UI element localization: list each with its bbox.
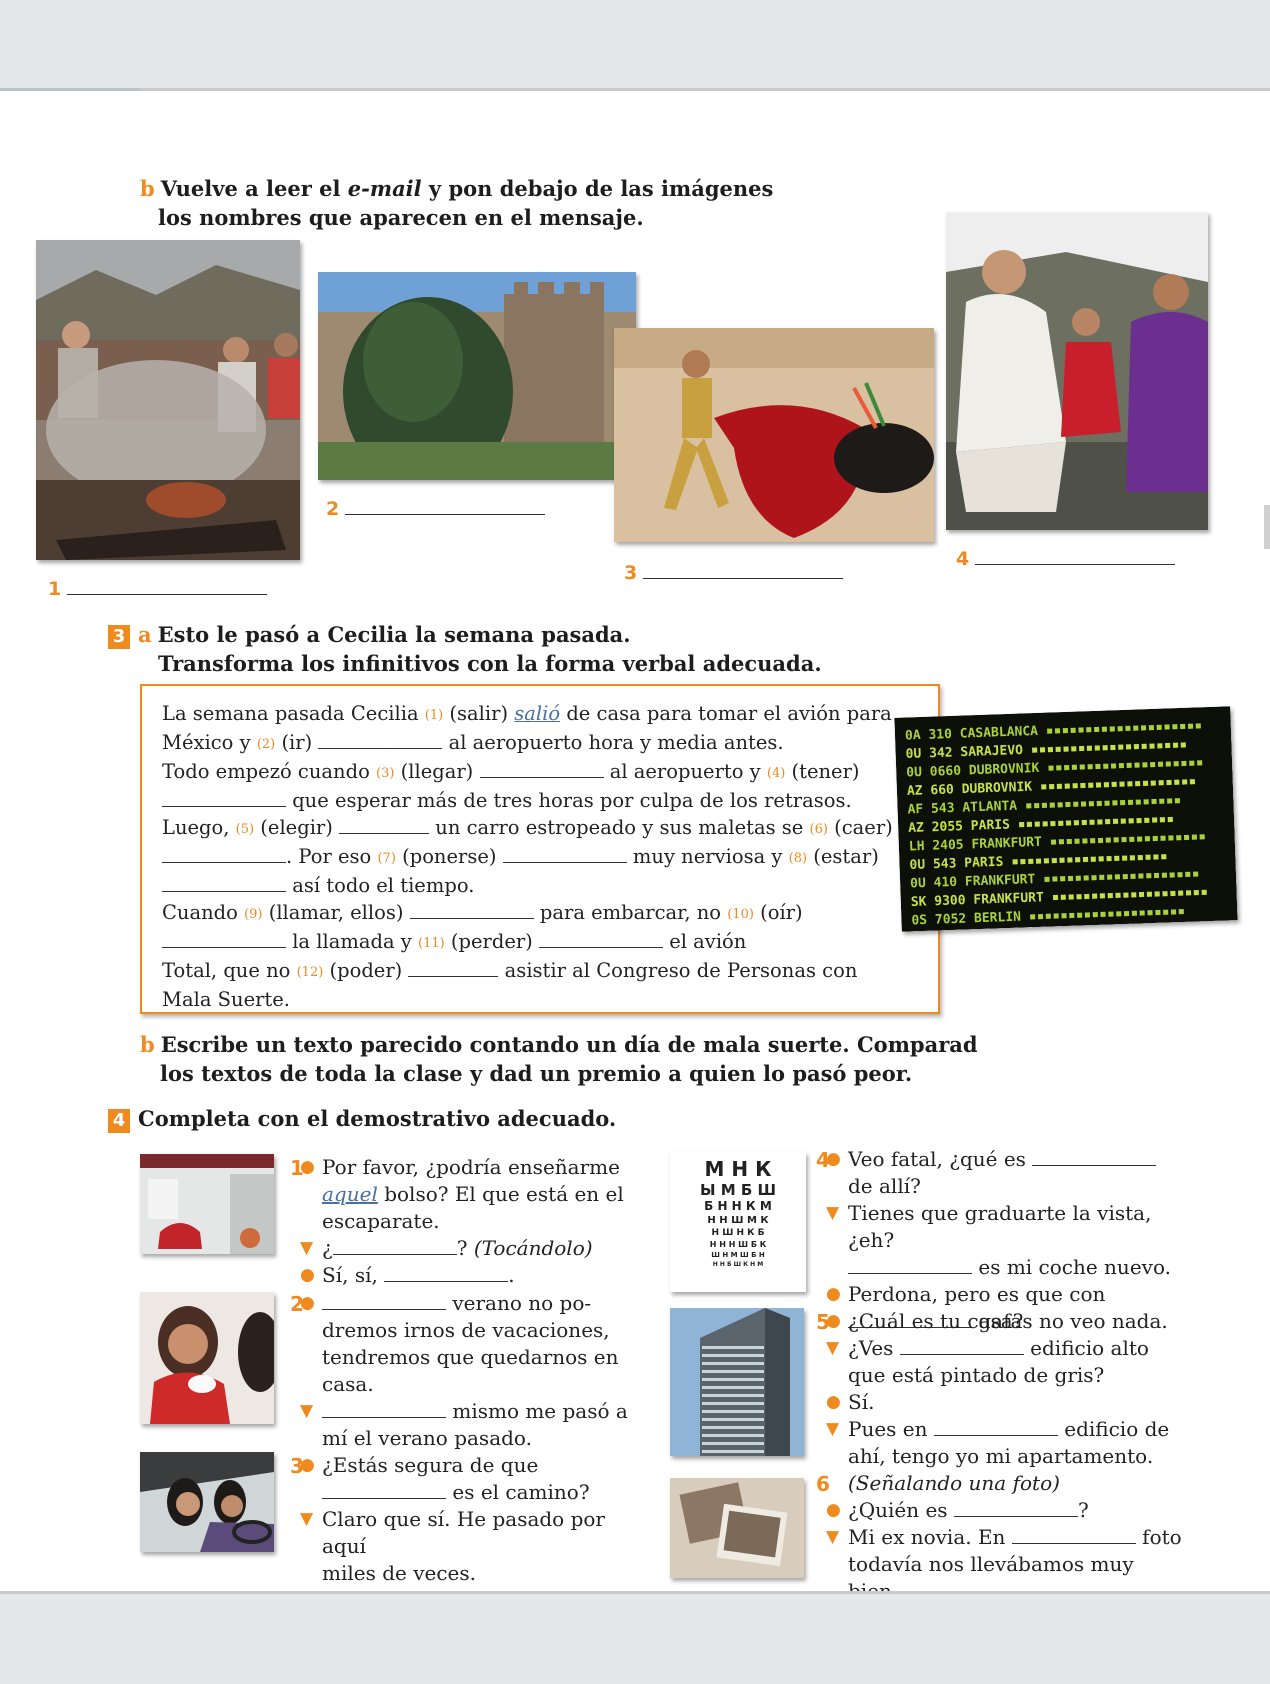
- speaker-dot-icon: ●: [826, 1392, 841, 1412]
- dialogue-4: [820, 1146, 1190, 1335]
- building-floor-line: [702, 1362, 764, 1365]
- story-text: (llegar): [394, 760, 480, 783]
- dialogue-text: escaparate.: [322, 1209, 440, 1233]
- dialogue-line: [820, 1497, 1190, 1524]
- story-text: Cuando: [162, 901, 245, 924]
- story-line: [162, 814, 902, 843]
- story-text: (tener): [785, 760, 860, 783]
- answer-blank[interactable]: [408, 958, 498, 977]
- blank-number: (3): [376, 766, 395, 781]
- exercise-number-badge: 4: [108, 1109, 130, 1133]
- bottom-footer-bar: [0, 1591, 1270, 1684]
- speaker-dot-icon: ●: [300, 1293, 315, 1313]
- story-text: (estar): [807, 845, 879, 868]
- board-row-text: 0U 0660 DUBROVNIK ▪▪▪▪▪▪▪▪▪▪▪▪▪▪▪▪▪▪▪▪: [906, 755, 1204, 781]
- dialogue-text: ?: [1077, 1498, 1089, 1522]
- building-floor-line: [702, 1450, 764, 1453]
- stage-direction: (Tocándolo): [473, 1236, 593, 1260]
- answer-blank[interactable]: [954, 1498, 1078, 1517]
- dialogue-2: [294, 1290, 634, 1452]
- board-row-text: 0S 7052 BERLIN ▪▪▪▪▪▪▪▪▪▪▪▪▪▪▪▪▪▪▪▪: [911, 903, 1186, 929]
- photo-fire-festival: [36, 240, 300, 560]
- heading-text: Completa con el demostrativo adecuado.: [138, 1106, 617, 1131]
- blank-number: (11): [418, 936, 445, 951]
- dialogue-text: dremos irnos de vacaciones,: [322, 1318, 610, 1342]
- answer-blank[interactable]: [900, 1336, 1024, 1355]
- building-floor-line: [702, 1346, 764, 1349]
- dialogue-line: [820, 1443, 1190, 1470]
- story-text: un carro estropeado y sus maletas se: [429, 816, 810, 839]
- answer-blank[interactable]: [539, 929, 663, 948]
- exercise-number-badge: 3: [108, 625, 130, 649]
- caption-number: 4: [956, 548, 970, 570]
- story-text: Todo empezó cuando: [162, 760, 377, 783]
- story-text: . Por eso: [286, 845, 378, 868]
- heading-text: los nombres que aparecen en el mensaje.: [158, 205, 644, 230]
- story-text: La semana pasada Cecilia: [162, 702, 425, 725]
- dialogue-text: mí el verano pasado.: [322, 1426, 532, 1450]
- dialogue-text: Mi ex novia. En: [848, 1525, 1012, 1549]
- story-paragraph: [162, 700, 902, 1013]
- dialogue-text: mismo me pasó a: [446, 1399, 628, 1423]
- dialogue-text: casa.: [322, 1372, 374, 1396]
- answer-line: [643, 564, 843, 579]
- eye-chart-row: Ш Н М Ш Б Н: [711, 1251, 765, 1259]
- dialogue-line: [820, 1389, 1190, 1416]
- dialogue-text: tendremos que quedarnos en: [322, 1345, 619, 1369]
- dialogue-text: edificio alto: [1023, 1336, 1149, 1360]
- heading-text: Transforma los infinitivos con la forma verbal adecuada.: [158, 651, 822, 676]
- dialogue-line: [820, 1308, 1190, 1335]
- photo-eye-chart: [670, 1152, 806, 1292]
- blank-number: (6): [809, 822, 828, 837]
- dialogue-line: [820, 1335, 1190, 1362]
- caption-number: 2: [326, 498, 340, 520]
- dialogue-text: Perdona, pero es que con: [848, 1282, 1106, 1306]
- answer-blank[interactable]: [339, 815, 429, 834]
- story-text: para embarcar, no: [533, 901, 728, 924]
- building-floor-line: [702, 1418, 764, 1421]
- exercise-b-heading: [140, 174, 773, 232]
- answer-blank[interactable]: [848, 1255, 972, 1274]
- blank-number: (2): [256, 737, 276, 752]
- page-edge-tab: [1264, 505, 1270, 549]
- top-header-bar: [0, 0, 1270, 91]
- board-row-text: 0A 310 CASABLANCA ▪▪▪▪▪▪▪▪▪▪▪▪▪▪▪▪▪▪▪▪: [904, 718, 1203, 744]
- exercise-3a-heading: [108, 620, 822, 678]
- header-accent-line: [0, 88, 140, 91]
- speaker-triangle-icon: ▼: [300, 1401, 314, 1421]
- story-text: Luego,: [162, 816, 236, 839]
- story-line: [162, 758, 902, 787]
- dialogue-text: ¿Quién es: [848, 1498, 954, 1522]
- speaker-triangle-icon: ▼: [300, 1238, 314, 1258]
- story-line: [162, 899, 902, 928]
- dialogue-line: [820, 1200, 1190, 1254]
- dialogue-text: Veo fatal, ¿qué es: [848, 1147, 1033, 1171]
- eye-chart-row: М Н К: [704, 1157, 772, 1181]
- speaker-dot-icon: ●: [300, 1265, 315, 1285]
- story-text: (ir): [275, 731, 319, 754]
- dialogue-line: [820, 1470, 1190, 1497]
- story-text: asistir al Congreso de Personas con: [498, 959, 858, 982]
- blank-number: (10): [727, 907, 754, 922]
- photo-women-driving: [140, 1452, 274, 1552]
- building-floor-line: [702, 1354, 764, 1357]
- board-row-text: 0U 342 SARAJEVO ▪▪▪▪▪▪▪▪▪▪▪▪▪▪▪▪▪▪▪▪: [905, 737, 1188, 763]
- photo-flamenco-dancers: [946, 212, 1208, 530]
- blank-number: (1): [424, 708, 444, 723]
- dialogue-text: .: [508, 1263, 515, 1287]
- answer-line: [67, 580, 267, 595]
- dialogue-line: [294, 1425, 634, 1452]
- building-floor-line: [702, 1370, 764, 1373]
- answer-blank[interactable]: [162, 929, 286, 948]
- answer-line: [345, 500, 545, 515]
- story-text: de casa para tomar el avión para: [560, 702, 892, 725]
- story-text: (oír): [753, 901, 803, 924]
- board-row-text: AZ 2055 PARIS ▪▪▪▪▪▪▪▪▪▪▪▪▪▪▪▪▪▪▪▪: [907, 811, 1175, 837]
- story-text: así todo el tiempo.: [286, 874, 475, 897]
- exercise-letter: a: [138, 622, 152, 647]
- dialogue-text: es mi coche nuevo.: [972, 1255, 1171, 1279]
- heading-text: Escribe un texto parecido contando un día de mala suerte. Comparad: [160, 1032, 978, 1057]
- answer-blank[interactable]: [934, 1417, 1058, 1436]
- answer-blank[interactable]: [333, 1236, 457, 1255]
- dialogue-text: que está pintado de gris?: [848, 1363, 1105, 1387]
- dialogue-text: ¿Estás segura de que: [322, 1453, 539, 1477]
- caption-number: 3: [624, 562, 638, 584]
- story-text: al aeropuerto y: [603, 760, 767, 783]
- story-line: [162, 787, 902, 814]
- dialogue-line: [820, 1146, 1190, 1173]
- dialogue-line: [294, 1560, 634, 1587]
- exercise-3b-heading: [140, 1030, 978, 1088]
- dialogue-line: [294, 1506, 634, 1560]
- dialogue-line: [294, 1479, 634, 1506]
- story-text: (salir): [443, 702, 515, 725]
- dialogue-text: bolso? El que está en el: [377, 1182, 624, 1206]
- dialogue-line: [820, 1254, 1190, 1281]
- board-row-text: LH 2405 FRANKFURT ▪▪▪▪▪▪▪▪▪▪▪▪▪▪▪▪▪▪▪▪: [908, 829, 1207, 855]
- dialogue-text: Sí.: [848, 1390, 875, 1414]
- eye-chart-row: Н Ш Н К Б: [711, 1228, 765, 1238]
- story-line: [162, 700, 902, 729]
- answer-blank[interactable]: [503, 844, 627, 863]
- heading-text: Esto le pasó a Cecilia la semana pasada.: [157, 622, 631, 647]
- dialogue-line: [294, 1398, 634, 1425]
- building-floor-line: [702, 1386, 764, 1389]
- speaker-dot-icon: ●: [300, 1157, 315, 1177]
- eye-chart-row: Б Н Н К М: [704, 1199, 772, 1213]
- dialogue-line: [294, 1344, 634, 1371]
- speaker-triangle-icon: ▼: [826, 1527, 840, 1547]
- dialogue-text: miles de veces.: [322, 1561, 477, 1585]
- dialogue-text: foto: [1135, 1525, 1182, 1549]
- caption-number: 1: [48, 578, 62, 600]
- dialogue-text: Claro que sí. He pasado por aquí: [322, 1507, 605, 1558]
- story-text: México y: [162, 731, 257, 754]
- exercise-letter: b: [140, 1032, 155, 1057]
- story-line: [162, 843, 902, 872]
- photo-women-talking: [140, 1292, 274, 1424]
- blank-number: (9): [244, 907, 263, 922]
- stage-direction: (Señalando una foto): [848, 1471, 1060, 1495]
- board-row-text: SK 9300 FRANKFURT ▪▪▪▪▪▪▪▪▪▪▪▪▪▪▪▪▪▪▪▪: [910, 884, 1209, 910]
- dialogue-text: verano no po-: [446, 1291, 592, 1315]
- blank-number: (5): [235, 822, 255, 837]
- dialogue-text: ¿Ves: [848, 1336, 900, 1360]
- dialogue-5: [820, 1308, 1190, 1470]
- dialogue-number: 1: [290, 1156, 304, 1180]
- story-text: muy nerviosa y: [626, 845, 789, 868]
- blank-number: (7): [377, 851, 396, 866]
- story-line: [162, 957, 902, 986]
- answer-blank[interactable]: [1012, 1525, 1136, 1544]
- dialogue-text: ¿Cuál es tu casa?: [848, 1309, 1024, 1333]
- dialogue-number: 4: [816, 1148, 830, 1172]
- dialogue-line: [294, 1181, 634, 1208]
- answer-blank[interactable]: [162, 873, 286, 892]
- photo-bullfighter: [614, 328, 934, 542]
- speaker-dot-icon: ●: [826, 1500, 841, 1520]
- caption-3: [624, 562, 843, 584]
- speaker-dot-icon: ●: [826, 1284, 841, 1304]
- caption-4: [956, 548, 1175, 570]
- building-floor-line: [702, 1378, 764, 1381]
- building-floor-line: [702, 1410, 764, 1413]
- dialogue-line: [820, 1281, 1190, 1308]
- heading-text: los textos de toda la clase y dad un premio a quien lo pasó peor.: [160, 1061, 913, 1086]
- answer-line: [975, 550, 1175, 565]
- example-answer: salió: [514, 702, 561, 725]
- dialogue-line: [294, 1235, 634, 1262]
- eye-chart: [670, 1152, 806, 1269]
- answer-blank[interactable]: [1032, 1147, 1156, 1166]
- building-floor-line: [702, 1394, 764, 1397]
- photo-building: [670, 1308, 804, 1456]
- photo-castle: [318, 272, 636, 480]
- dialogue-line: [294, 1290, 634, 1317]
- eye-chart-row: Ы М Б Ш: [699, 1181, 777, 1199]
- dialogue-number: 2: [290, 1292, 304, 1316]
- answer-blank[interactable]: [480, 759, 604, 778]
- dialogue-text: es el camino?: [446, 1480, 590, 1504]
- dialogue-text: ¿: [322, 1236, 333, 1260]
- answer-blank[interactable]: [162, 788, 286, 807]
- answer-blank[interactable]: [322, 1480, 446, 1499]
- story-text: el avión: [663, 930, 747, 953]
- dialogue-line: [820, 1173, 1190, 1200]
- dialogue-text: de allí?: [848, 1174, 921, 1198]
- dialogue-number: 6: [816, 1472, 830, 1496]
- building-floor-line: [702, 1426, 764, 1429]
- dialogue-line: [294, 1371, 634, 1398]
- blank-number: (12): [296, 965, 324, 980]
- heading-emphasis: e-mail: [347, 176, 422, 201]
- eye-chart-row: Н Н Б Ш К Н М: [712, 1261, 764, 1268]
- story-text: (caer): [827, 816, 893, 839]
- story-text: (ponerse): [395, 845, 503, 868]
- story-line: [162, 872, 902, 899]
- answer-blank[interactable]: [322, 1291, 446, 1310]
- photo-shop-window: [140, 1154, 274, 1254]
- eye-chart-row: Н Н Н Ш Б К: [709, 1240, 767, 1249]
- dialogue-text: ahí, tengo yo mi apartamento.: [848, 1444, 1154, 1468]
- story-text: (perder): [444, 930, 539, 953]
- dialogue-text: Tienes que graduarte la vista, ¿eh?: [848, 1201, 1152, 1252]
- dialogue-line: [294, 1262, 634, 1289]
- dialogue-number: 5: [816, 1310, 830, 1334]
- dialogue-text: todavía nos llevábamos muy: [848, 1552, 1134, 1576]
- speaker-dot-icon: ●: [826, 1149, 841, 1169]
- board-row-text: AZ 660 DUBROVNIK ▪▪▪▪▪▪▪▪▪▪▪▪▪▪▪▪▪▪▪▪: [906, 773, 1197, 800]
- answer-blank[interactable]: [322, 1399, 446, 1418]
- exercise-letter: b: [140, 176, 155, 201]
- board-row-text: AF 543 ATLANTA ▪▪▪▪▪▪▪▪▪▪▪▪▪▪▪▪▪▪▪▪: [907, 792, 1182, 818]
- story-line: [162, 928, 902, 957]
- dialogue-text: edificio de: [1057, 1417, 1170, 1441]
- story-text: (elegir): [254, 816, 340, 839]
- heading-text: Vuelve a leer el: [160, 176, 348, 201]
- story-line: [162, 729, 902, 758]
- blank-number: (8): [788, 851, 808, 866]
- story-text: al aeropuerto hora y media antes.: [442, 731, 784, 754]
- building-floor-line: [702, 1402, 764, 1405]
- photo-old-photos: [670, 1478, 804, 1578]
- story-text: (llamar, ellos): [262, 901, 410, 924]
- blank-number: (4): [766, 766, 786, 781]
- dialogue-text: Sí, sí,: [322, 1263, 385, 1287]
- dialogue-line: [820, 1416, 1190, 1443]
- speaker-triangle-icon: ▼: [300, 1509, 314, 1529]
- answer-blank[interactable]: [410, 900, 534, 919]
- dialogue-text: gafas no veo nada.: [972, 1309, 1168, 1333]
- dialogue-1: [294, 1154, 634, 1289]
- speaker-triangle-icon: ▼: [826, 1203, 840, 1223]
- dialogue-line: [294, 1317, 634, 1344]
- caption-1: [48, 578, 267, 600]
- story-text: Mala Suerte.: [162, 988, 291, 1011]
- dialogue-3: [294, 1452, 634, 1587]
- dialogue-text: Pues en: [848, 1417, 934, 1441]
- board-row-text: 0U 543 PARIS ▪▪▪▪▪▪▪▪▪▪▪▪▪▪▪▪▪▪▪▪: [909, 848, 1168, 873]
- speaker-dot-icon: ●: [300, 1455, 315, 1475]
- story-text: Total, que no: [162, 959, 297, 982]
- speaker-triangle-icon: ▼: [826, 1338, 840, 1358]
- eye-chart-row: Н Н Ш М К: [707, 1215, 769, 1226]
- building-floor-line: [702, 1434, 764, 1437]
- building-floor-line: [702, 1442, 764, 1445]
- example-answer: aquel: [322, 1182, 378, 1206]
- story-text: la llamada y: [286, 930, 418, 953]
- answer-blank[interactable]: [162, 844, 286, 863]
- caption-2: [326, 498, 545, 520]
- speaker-dot-icon: ●: [826, 1311, 841, 1331]
- dialogue-text: Por favor, ¿podría enseñarme: [322, 1155, 620, 1179]
- answer-blank[interactable]: [384, 1263, 508, 1282]
- dialogue-number: 3: [290, 1454, 304, 1478]
- dialogue-line: [294, 1154, 634, 1181]
- board-row-text: 0U 410 FRANKFURT ▪▪▪▪▪▪▪▪▪▪▪▪▪▪▪▪▪▪▪▪: [909, 866, 1200, 892]
- answer-blank[interactable]: [318, 730, 442, 749]
- exercise-4-heading: [108, 1104, 616, 1133]
- dialogue-line: [294, 1208, 634, 1235]
- photo-departure-board: [894, 706, 1237, 932]
- dialogue-line: [294, 1452, 634, 1479]
- story-text: (poder): [323, 959, 409, 982]
- dialogue-line: [820, 1362, 1190, 1389]
- story-text: que esperar más de tres horas por culpa de los retrasos.: [286, 789, 852, 812]
- heading-text: y pon debajo de las imágenes: [421, 176, 774, 201]
- dialogue-text: ?: [456, 1236, 474, 1260]
- dialogue-line: [820, 1524, 1190, 1551]
- story-line: [162, 986, 902, 1013]
- dialogue-6: [820, 1470, 1190, 1605]
- speaker-triangle-icon: ▼: [826, 1419, 840, 1439]
